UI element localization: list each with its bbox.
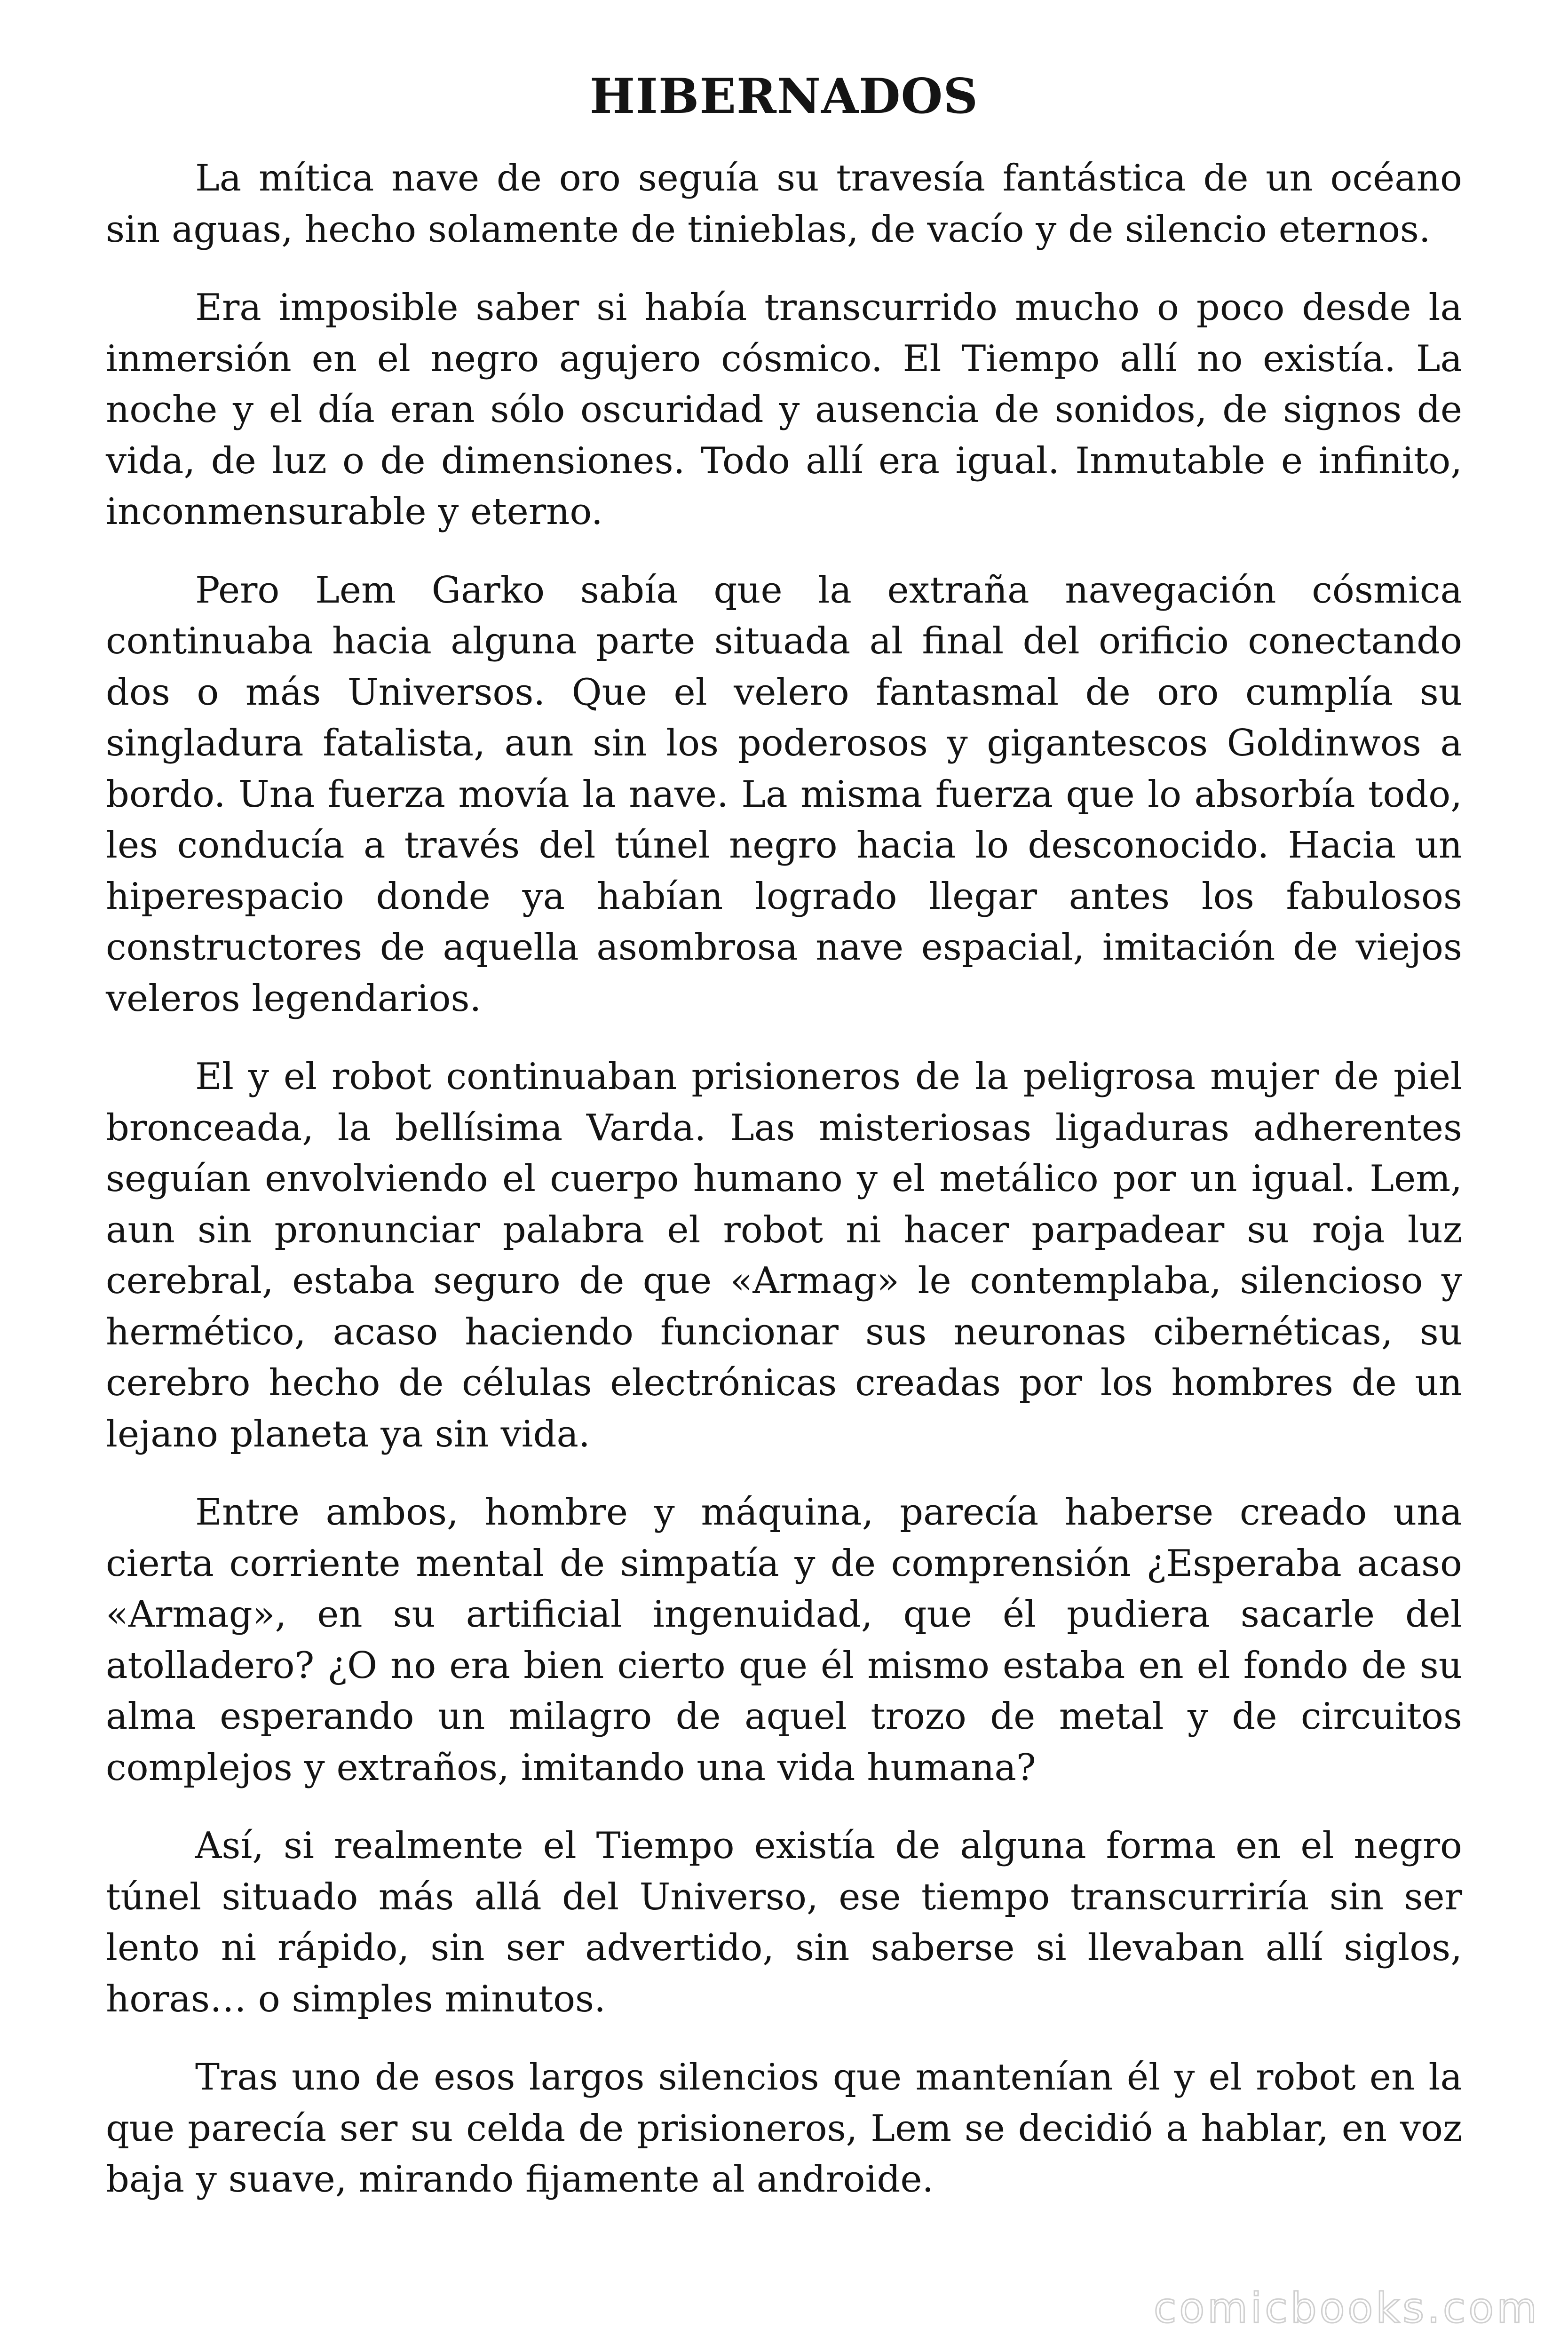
watermark: comicbooks.com xyxy=(1153,2284,1540,2332)
paragraph: Así, si realmente el Tiempo existía de alguna forma en el negro túnel situado más allá del Universo, ese tiempo transcurriría sin ser lento ni rápido, sin ser advertido, sin saberse si llevaban allí siglos, horas… o simples minutos. xyxy=(106,1825,1462,2020)
paragraph: Era imposible saber si había transcurrido mucho o poco desde la inmersión en el negro agujero cósmico. El Tiempo allí no existía. La noche y el día eran sólo oscuridad y ausencia de sonidos, de signos de vida, de luz o de dimensiones. Todo allí era igual. Inmutable e infinito, inconmensurable y eterno. xyxy=(106,286,1462,533)
paragraph: El y el robot continuaban prisioneros de la peligrosa mujer de piel bronceada, la bellísima Varda. Las misteriosas ligaduras adherentes seguían envolviendo el cuerpo humano y el metálico por un igual. Lem, aun sin pronunciar palabra el robot ni hacer parpadear su roja luz cerebral, estaba seguro de que «Armag» le contemplaba, silencioso y hermético, acaso haciendo funcionar sus neuronas cibernéticas, su cerebro hecho de células electrónicas creadas por los hombres de un lejano planeta ya sin vida. xyxy=(106,1056,1462,1455)
paragraph: La mítica nave de oro seguía su travesía fantástica de un océano sin aguas, hecho solamente de tinieblas, de vacío y de silencio eternos. xyxy=(106,157,1462,251)
chapter-title: HIBERNADOS xyxy=(589,68,979,125)
body-text xyxy=(106,153,1462,2205)
paragraph: Entre ambos, hombre y máquina, parecía haberse creado una cierta corriente mental de simpatía y de comprensión ¿Esperaba acaso «Armag», en su artificial ingenuidad, que él pudiera sacarle del atolladero? ¿O no era bien cierto que él mismo estaba en el fondo de su alma esperando un milagro de aquel trozo de metal y de circuitos complejos y extraños, imitando una vida humana? xyxy=(106,1491,1462,1789)
paragraph: Pero Lem Garko sabía que la extraña navegación cósmica continuaba hacia alguna parte situada al final del orificio conectando dos o más Universos. Que el velero fantasmal de oro cumplía su singladura fatalista, aun sin los poderosos y gigantescos Goldinwos a bordo. Una fuerza movía la nave. La misma fuerza que lo absorbía todo, les conducía a través del túnel negro hacia lo desconocido. Hacia un hiperespacio donde ya habían logrado llegar antes los fabulosos constructores de aquella asombrosa nave espacial, imitación de viejos veleros legendarios. xyxy=(106,569,1462,1020)
paragraph: Tras uno de esos largos silencios que mantenían él y el robot en la que parecía ser su celda de prisioneros, Lem se decidió a hablar, en voz baja y suave, mirando fijamente al androide. xyxy=(106,2056,1462,2201)
